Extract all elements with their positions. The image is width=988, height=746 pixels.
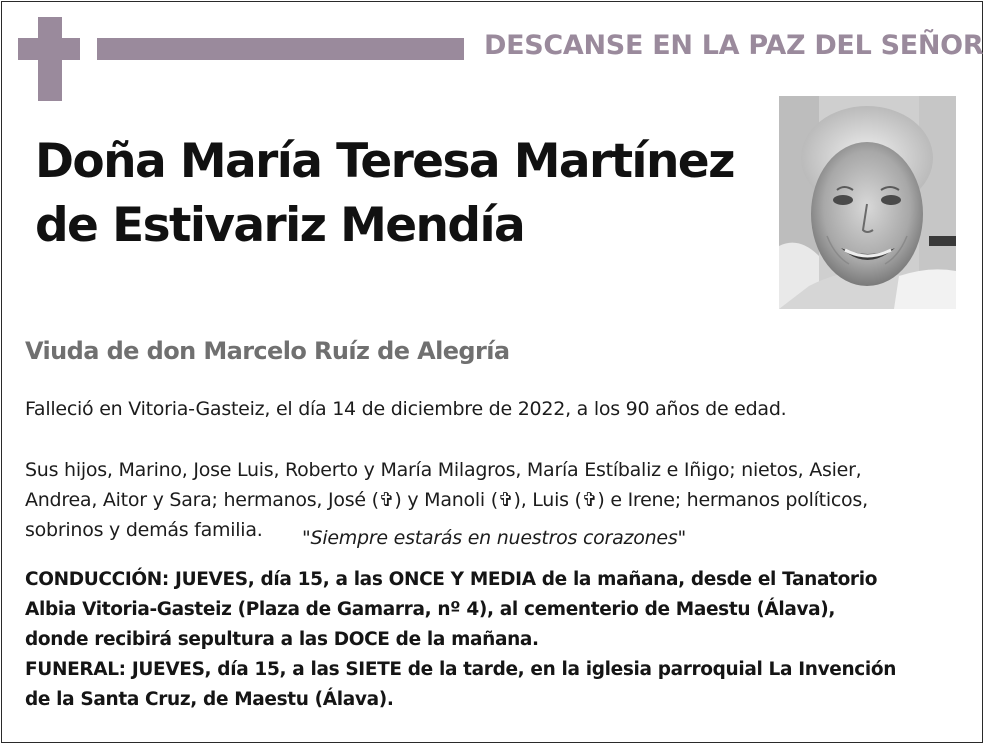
family-line-2: Andrea, Aitor y Sara; hermanos, José (✞) y Manoli (✞), Luis (✞) e Irene; hermanos políticos, [25,489,868,511]
header-decorative-bar [97,38,464,60]
header-title: DESCANSE EN LA PAZ DEL SEÑOR [484,30,984,61]
ceremony-details [25,565,970,715]
deceased-name-line-1: Doña María Teresa Martínez [35,134,734,189]
ceremony-line-2: Albia Vitoria-Gasteiz (Plaza de Gamarra, nº 4), al cementerio de Maestu (Álava), [25,599,836,620]
ceremony-line-4: FUNERAL: JUEVES, día 15, a las SIETE de la tarde, en la iglesia parroquial La Invención [25,659,897,680]
cross-horizontal-bar [18,38,80,60]
deceased-portrait-photo [779,96,956,309]
ceremony-line-5: de la Santa Cruz, de Maestu (Álava). [25,689,394,710]
family-line-3: sobrinos y demás familia. [25,519,263,541]
deceased-name-line-2: de Estivariz Mendía [35,198,525,253]
widow-subtitle: Viuda de don Marcelo Ruíz de Alegría [25,337,510,365]
family-line-1: Sus hijos, Marino, Jose Luis, Roberto y María Milagros, María Estíbaliz e Iñigo; nietos, Asier, [25,459,862,481]
ceremony-line-3: donde recibirá sepultura a las DOCE de la mañana. [25,629,539,650]
ceremony-line-1: CONDUCCIÓN: JUEVES, día 15, a las ONCE Y MEDIA de la mañana, desde el Tanatorio [25,569,878,590]
deceased-name [35,130,795,258]
memorial-quote: "Siempre estarás en nuestros corazones" [302,527,686,549]
death-notice-paragraph: Falleció en Vitoria-Gasteiz, el día 14 de diciembre de 2022, a los 90 años de edad. [25,398,787,420]
